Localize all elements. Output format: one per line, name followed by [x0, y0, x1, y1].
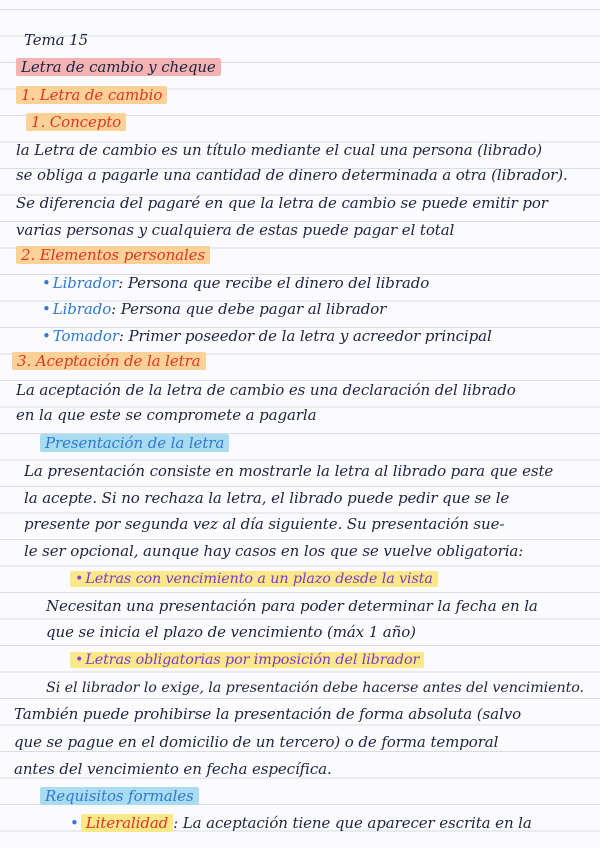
- elements-heading-text: 2. Elementos personales: [16, 246, 210, 264]
- acceptance-line: La aceptación de la letra de cambio es una declaración del librado: [16, 381, 516, 399]
- element-term: Librador: [52, 274, 119, 292]
- element-item: [42, 273, 429, 293]
- sub2-line: antes del vencimiento en fecha específica.: [14, 760, 332, 778]
- sub1-heading-label: Letras con vencimiento a un plazo desde la vista: [85, 571, 433, 587]
- concept-heading: [26, 112, 126, 132]
- presentation-line: la acepte. Si no rechaza la letra, el librado puede pedir que se le: [24, 489, 510, 507]
- sub1-line: Necesitan una presentación para poder determinar la fecha en la: [46, 597, 538, 615]
- requirement-item: [70, 813, 532, 833]
- element-item: [42, 326, 492, 346]
- element-item: [42, 299, 386, 319]
- concept-line: Se diferencia del pagaré en que la letra de cambio se puede emitir por: [16, 194, 548, 212]
- presentation-line: La presentación consiste en mostrarle la letra al librado para que este: [24, 462, 554, 480]
- acceptance-heading: [12, 351, 206, 371]
- section-heading-text: 1. Letra de cambio: [16, 86, 167, 104]
- requirements-heading: [40, 786, 199, 806]
- bullet-icon: •: [42, 300, 51, 318]
- requirement-desc: : La aceptación tiene que aparecer escrita en la: [173, 814, 532, 832]
- sub1-line: que se inicia el plazo de vencimiento (máx 1 año): [46, 623, 416, 641]
- subtitle: [16, 57, 221, 77]
- presentation-line: presente por segunda vez al día siguiente. Su presentación sue-: [24, 515, 505, 533]
- bullet-icon: •: [75, 652, 84, 668]
- acceptance-heading-text: 3. Aceptación de la letra: [12, 352, 206, 370]
- sub1-heading: [70, 569, 438, 589]
- element-desc: : Persona que debe pagar al librador: [111, 300, 387, 318]
- section-heading: [16, 85, 167, 105]
- concept-line: la Letra de cambio es un título mediante el cual una persona (librado): [16, 141, 543, 159]
- bullet-icon: •: [75, 571, 84, 587]
- sub1-heading-text: [70, 571, 438, 587]
- elements-heading: [16, 245, 210, 265]
- presentation-heading: [40, 433, 229, 453]
- concept-heading-text: 1. Concepto: [26, 113, 126, 131]
- subtitle-text: Letra de cambio y cheque: [16, 58, 221, 76]
- sub2-heading-text: [70, 652, 424, 668]
- concept-line: varias personas y cualquiera de estas puede pagar el total: [16, 221, 455, 239]
- title: Tema 15: [24, 31, 89, 49]
- element-desc: : Primer poseedor de la letra y acreedor principal: [118, 327, 492, 345]
- element-term: Tomador: [52, 327, 119, 345]
- presentation-heading-text: Presentación de la letra: [40, 434, 229, 452]
- presentation-line: le ser opcional, aunque hay casos en los que se vuelve obligatoria:: [24, 542, 524, 560]
- sub2-line: También puede prohibirse la presentación de forma absoluta (salvo: [14, 705, 521, 723]
- element-desc: : Persona que recibe el dinero del librado: [118, 274, 430, 292]
- bullet-icon: •: [70, 814, 79, 832]
- bullet-icon: •: [42, 274, 51, 292]
- sub2-heading-label: Letras obligatorias por imposición del librador: [85, 652, 420, 668]
- requirement-term: Literalidad: [81, 814, 173, 832]
- sub2-line: que se pague en el domicilio de un tercero) o de forma temporal: [14, 733, 499, 751]
- element-term: Librado: [52, 300, 112, 318]
- bullet-icon: •: [42, 327, 51, 345]
- concept-line: se obliga a pagarle una cantidad de dinero determinada a otra (librador).: [16, 166, 568, 184]
- sub2-heading: [70, 650, 424, 670]
- requirements-heading-text: Requisitos formales: [40, 787, 199, 805]
- sub2-line: Si el librador lo exige, la presentación debe hacerse antes del vencimiento.: [46, 680, 584, 696]
- acceptance-line: en la que este se compromete a pagarla: [16, 406, 317, 424]
